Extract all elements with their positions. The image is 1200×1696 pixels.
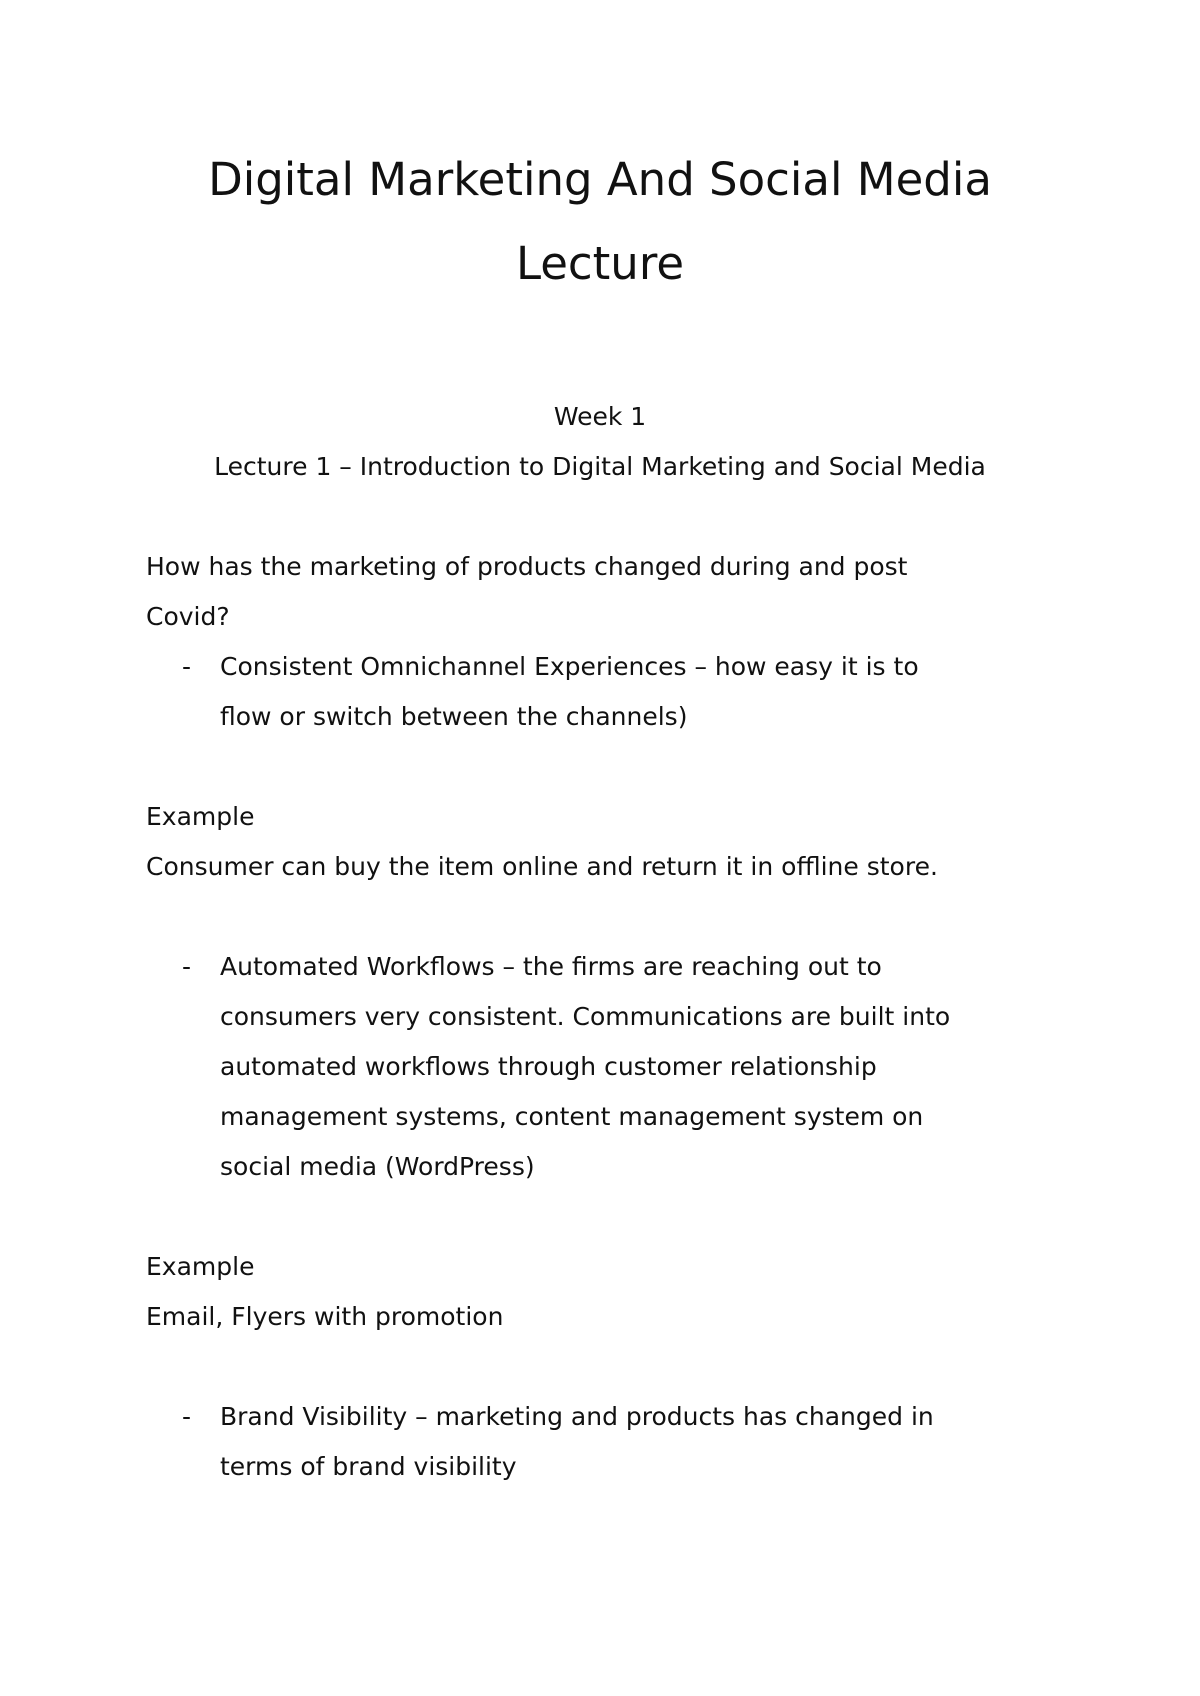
- bullet-item-omnichannel: [146, 642, 1066, 742]
- bullet-line: flow or switch between the channels): [220, 702, 688, 731]
- bullet-line: consumers very consistent. Communications are built into: [220, 1002, 951, 1031]
- document-title: [0, 138, 1200, 306]
- bullet-line: Brand Visibility – marketing and products has changed in: [220, 1402, 934, 1431]
- question-line-2: Covid?: [146, 602, 230, 631]
- bullet-dash: -: [182, 652, 192, 681]
- bullet-line: management systems, content management system on: [220, 1102, 924, 1131]
- week-label: Week 1: [553, 402, 647, 431]
- example-text: Consumer can buy the item online and return it in offline store.: [146, 852, 938, 881]
- title-line-1: Digital Marketing And Social Media: [208, 153, 992, 206]
- example-label: Example: [146, 1252, 255, 1281]
- bullet-line: Consistent Omnichannel Experiences – how easy it is to: [220, 652, 919, 681]
- bullet-dash: -: [182, 1402, 192, 1431]
- question-line-1: How has the marketing of products changed during and post: [146, 552, 908, 581]
- bullet-line: social media (WordPress): [220, 1152, 535, 1181]
- example-label: Example: [146, 802, 255, 831]
- bullet-line: Automated Workflows – the firms are reaching out to: [220, 952, 882, 981]
- bullet-item-automated-workflows: [146, 942, 1066, 1192]
- title-line-2: Lecture: [515, 237, 685, 290]
- bullet-text: [220, 642, 1066, 742]
- lecture-heading: Lecture 1 – Introduction to Digital Marketing and Social Media: [214, 452, 986, 481]
- bullet-dash: -: [182, 952, 192, 981]
- bullet-line: automated workflows through customer relationship: [220, 1052, 877, 1081]
- bullet-text: [220, 942, 1066, 1192]
- bullet-item-brand-visibility: [146, 1392, 1066, 1492]
- bullet-line: terms of brand visibility: [220, 1452, 517, 1481]
- example-text: Email, Flyers with promotion: [146, 1302, 504, 1331]
- question-paragraph: [146, 542, 1066, 642]
- bullet-text: [220, 1392, 1066, 1492]
